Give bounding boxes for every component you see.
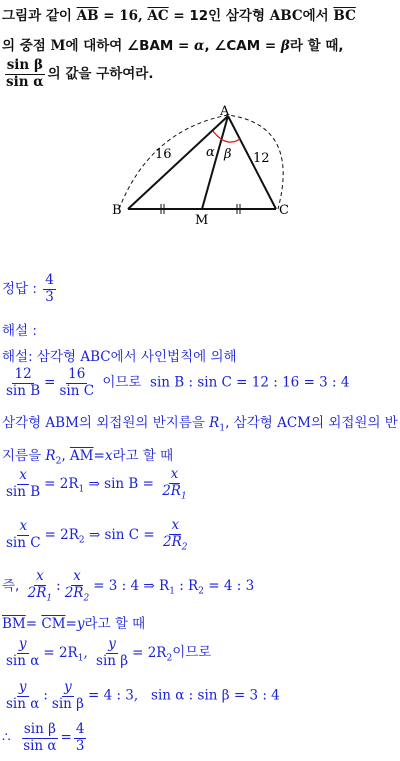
text: , ∠CAM =: [204, 38, 277, 54]
segment-am: $\overline{AM}$: [69, 448, 94, 464]
exp-line-7: [2, 569, 254, 604]
text: = 3 : 4 ⇒ R: [93, 577, 170, 594]
text: =: [65, 616, 77, 632]
subscript: 2: [78, 535, 85, 546]
fraction: [57, 367, 96, 399]
denominator: sin B: [6, 483, 41, 500]
subscript: 1: [77, 653, 84, 664]
text: = 2R: [43, 644, 78, 661]
text: 의 외접원의 반지름을: [78, 415, 205, 431]
text: 에서 사인법칙에 의해: [110, 349, 237, 365]
segment-ac: $\overline{AC}$: [147, 8, 169, 24]
text: 의 값을 구하여라.: [47, 66, 154, 83]
problem-line-1: [2, 4, 356, 24]
fraction: [74, 722, 87, 754]
denominator: 3: [75, 737, 85, 754]
fraction: [4, 637, 41, 669]
denominator: 2R: [162, 482, 181, 499]
side-ab: [128, 116, 228, 209]
text: = 2R: [44, 526, 79, 543]
triangle-name: ABC: [269, 8, 303, 24]
text: ABC: [80, 349, 111, 365]
exp-line-8: [2, 612, 145, 632]
numerator: 12: [14, 366, 32, 382]
text: 에 대하여 ∠BAM =: [65, 38, 190, 54]
numerator: sin β: [23, 721, 56, 737]
text: R: [209, 415, 220, 431]
denominator: 3: [45, 288, 54, 305]
denominator: sin C: [59, 382, 95, 399]
fraction: [50, 680, 86, 712]
subscript: 1: [169, 586, 175, 597]
label-12: 12: [253, 151, 270, 166]
label-beta: β: [224, 147, 232, 162]
label-a: A: [220, 104, 230, 119]
answer-label: 정답 :: [2, 281, 37, 298]
numerator: x: [19, 467, 27, 484]
text: ⇒ sin C =: [84, 526, 155, 543]
fraction: [4, 367, 42, 399]
text: 라 할 때,: [289, 38, 344, 54]
subscript: 1: [219, 423, 226, 434]
text: 삼각형: [2, 415, 42, 431]
numerator: 4: [45, 272, 54, 288]
denominator: sin α: [6, 652, 40, 669]
text: = 2R: [44, 475, 79, 492]
problem-line-2: [2, 34, 344, 54]
denominator: sin β: [96, 652, 129, 669]
subscript: 2: [198, 586, 204, 597]
text: = 4 : 3,: [87, 687, 139, 704]
denominator: sin C: [6, 534, 41, 551]
numerator: y: [18, 636, 27, 652]
subscript: 2: [166, 653, 173, 664]
numerator: x: [73, 568, 81, 584]
fraction: [63, 569, 92, 604]
text: 의 중점: [2, 38, 46, 54]
text: = 16,: [98, 8, 143, 24]
text: :: [56, 577, 61, 594]
text: =: [60, 729, 72, 746]
denominator: 2R: [27, 584, 47, 601]
fraction: [21, 722, 58, 754]
exp-line-11: [2, 722, 88, 754]
denominator: sin α: [6, 695, 40, 712]
answer-line: [2, 273, 58, 305]
exp-line-3: [2, 411, 398, 434]
numerator: x: [36, 568, 44, 584]
text: 그림과 같이: [2, 8, 72, 24]
denominator: sin β: [51, 695, 84, 712]
denominator: sin B: [6, 382, 41, 399]
label-b: B: [112, 203, 122, 218]
numerator: x: [170, 466, 179, 482]
text: 라고 할 때: [84, 616, 146, 632]
alpha: α: [194, 38, 205, 54]
fraction: [26, 569, 55, 604]
subscript: 1: [180, 491, 187, 502]
fraction: [160, 467, 189, 502]
subscript: 1: [46, 593, 53, 604]
text: 의 외접원의 반: [311, 415, 398, 431]
denominator: 2R: [163, 533, 182, 550]
point-m: M: [50, 38, 66, 54]
text: sin α : sin β = 3 : 4: [151, 687, 280, 704]
median-am: [202, 116, 228, 209]
numerator: y: [64, 679, 72, 695]
exp-line-1: [2, 345, 237, 365]
text: ,: [61, 448, 66, 464]
numerator: y: [108, 636, 116, 652]
exp-line-5: [2, 467, 191, 502]
exp-line-9: [2, 637, 211, 669]
denominator: sin α: [6, 73, 44, 90]
text: = 12인 삼각형: [168, 8, 266, 24]
numerator: x: [171, 517, 180, 533]
text: sin B : sin C = 12 : 16 = 3 : 4: [150, 374, 350, 391]
text: =: [44, 374, 56, 391]
subscript: 2: [181, 542, 188, 553]
text: ABM: [45, 415, 79, 431]
label-alpha: α: [206, 145, 215, 160]
exp-line-10: [2, 680, 280, 712]
text: 이므로: [98, 374, 142, 391]
triangle-figure: [0, 100, 400, 235]
exp-line-2: [2, 367, 349, 399]
text: y: [76, 616, 85, 632]
numerator: y: [18, 679, 27, 695]
text: 에서: [302, 8, 329, 24]
denominator: 2R: [64, 584, 84, 601]
denominator: sin α: [23, 737, 57, 754]
text: 라고 할 때: [112, 448, 174, 464]
numerator: sin β: [6, 57, 43, 73]
numerator: 4: [75, 721, 85, 737]
segment-bm: $\overline{BM}$: [2, 616, 26, 632]
text: : R: [174, 577, 199, 594]
numerator: 16: [68, 366, 86, 382]
text: 즉,: [2, 577, 20, 594]
fraction: [4, 680, 41, 712]
subscript: 1: [78, 484, 85, 495]
text: ACM: [277, 415, 311, 431]
fraction: [4, 468, 42, 500]
beta: β: [280, 38, 290, 54]
exp-line-4: [2, 444, 173, 467]
text: = 4 : 3: [203, 577, 255, 594]
fraction: [94, 637, 130, 669]
exp-line-6: [2, 518, 192, 553]
answer-fraction: [43, 273, 56, 305]
text: 해설 :: [2, 323, 37, 339]
segment-ab: $\overline{AB}$: [76, 8, 99, 24]
segment-cm: $\overline{CM}$: [41, 616, 66, 632]
fraction: [161, 518, 190, 553]
text: 해설: 삼각형: [2, 349, 77, 365]
problem-line-3: [2, 58, 153, 90]
subscript: 2: [55, 456, 62, 467]
text: =: [93, 448, 105, 464]
segment-bc: $\overline{BC}$: [333, 8, 356, 24]
text: , 삼각형: [225, 415, 273, 431]
text: = 2R: [132, 644, 167, 661]
text: 이므로: [172, 644, 212, 661]
label-16: 16: [155, 147, 172, 162]
problem-fraction: [4, 58, 46, 90]
subscript: 2: [83, 593, 90, 604]
numerator: x: [19, 518, 28, 535]
label-m: M: [195, 213, 209, 228]
explanation-label: [2, 319, 37, 339]
fraction: [4, 519, 43, 551]
text: =: [25, 616, 38, 632]
text: :: [43, 687, 48, 704]
text: 지름을: [2, 448, 42, 464]
label-c: C: [279, 203, 289, 218]
therefore-symbol: ∴: [2, 729, 11, 746]
text: x: [104, 448, 113, 464]
text: R: [45, 448, 56, 464]
text: ,: [83, 644, 88, 661]
text: ⇒ sin B =: [84, 475, 154, 492]
